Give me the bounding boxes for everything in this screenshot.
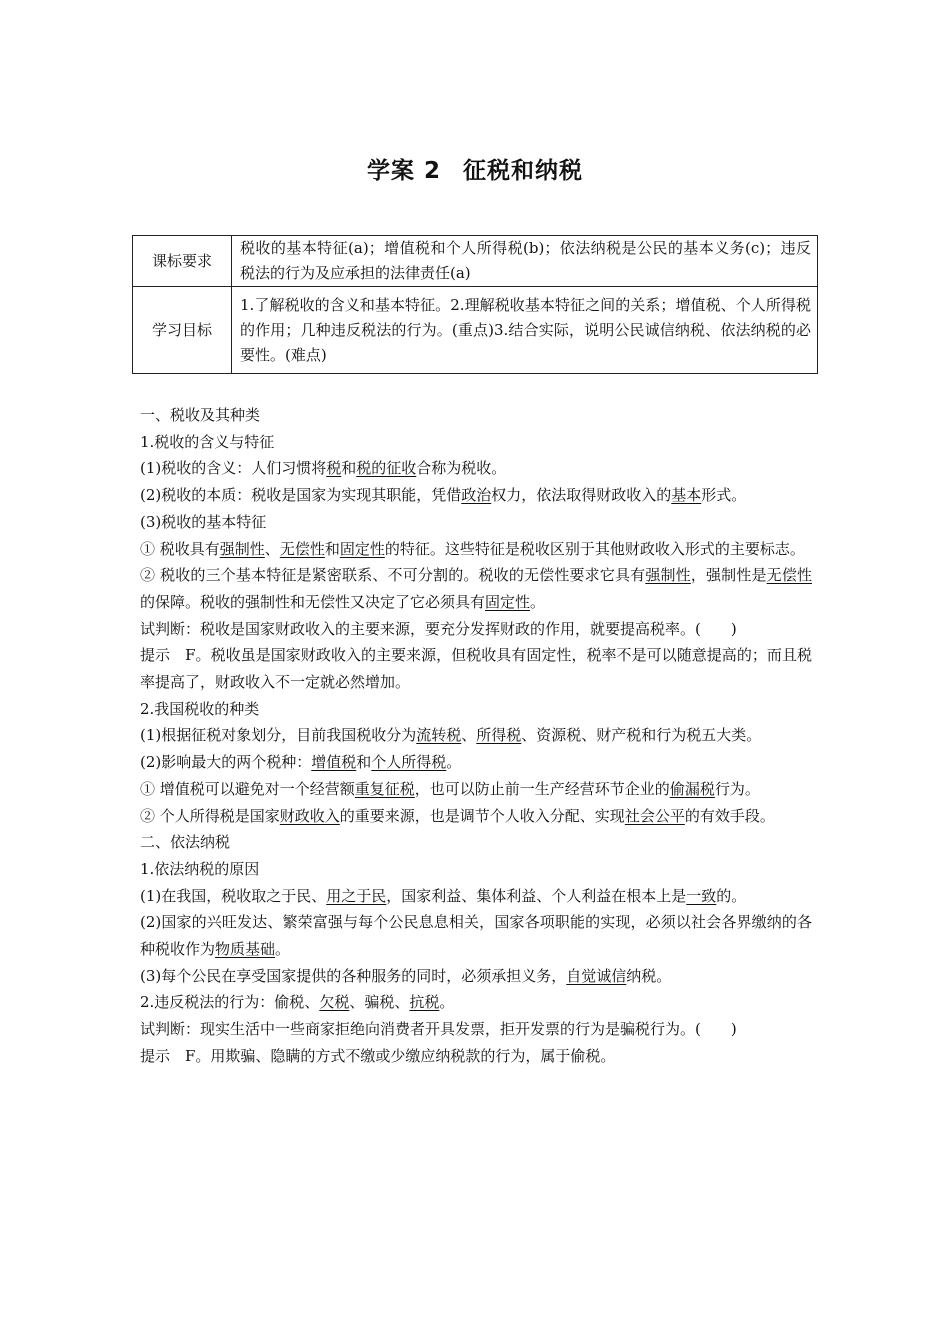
table-row — [133, 236, 818, 287]
answer-blank: 欠税 — [319, 993, 350, 1012]
answer-blank: 固定性 — [339, 539, 385, 558]
judgment-question: 试判断：税收是国家财政收入的主要来源，要充分发挥财政的作用，就要提高税率。( ) — [140, 619, 737, 638]
answer-blank: 社会公平 — [624, 806, 685, 825]
document-body — [140, 402, 812, 1070]
paragraph: ② 个人所得税是国家财政收入的重要来源，也是调节个人收入分配、实现社会公平的有效手段。 — [140, 806, 775, 825]
paragraph: ① 税收具有强制性、无偿性和固定性的特征。这些特征是税收区别于其他财政收入形式的主要标志。 — [140, 539, 805, 558]
paragraph: (2)影响最大的两个税种：增值税和个人所得税。 — [140, 753, 462, 772]
section-heading: 一、税收及其种类 — [140, 406, 261, 424]
table-value: 税收的基本特征(a)；增值税和个人所得税(b)；依法纳税是公民的基本义务(c)；违反税法的行为及应承担的法律责任(a) — [232, 236, 818, 287]
answer-blank: 所得税 — [476, 726, 522, 745]
answer-hint: 提示 F。税收虽是国家财政收入的主要来源，但税收具有固定性，税率不是可以随意提高的；而且税率提高了，财政收入不一定就必然增加。 — [140, 646, 812, 692]
answer-blank: 基本 — [671, 486, 702, 505]
paragraph: (3)每个公民在享受国家提供的各种服务的同时，必须承担义务，自觉诚信纳税。 — [140, 966, 672, 985]
paragraph: ② 税收的三个基本特征是紧密联系、不可分割的。税收的无偿性要求它具有强制性，强制性是无偿性的保障。税收的强制性和无偿性又决定了它必须具有固定性。 — [140, 566, 812, 611]
subsection-heading: 1.依法纳税的原因 — [140, 859, 260, 878]
paragraph: (1)税收的含义：人们习惯将税和税的征收合称为税收。 — [140, 459, 507, 478]
answer-blank: 无偿性 — [766, 566, 812, 585]
paragraph: (1)在我国，税收取之于民、用之于民，国家利益、集体利益、个人利益在根本上是一致的。 — [140, 886, 747, 905]
paragraph: (2)税收的本质：税收是国家为实现其职能，凭借政治权力，依法取得财政收入的基本形式。 — [140, 486, 747, 505]
answer-blank: 固定性 — [485, 592, 531, 611]
table-value: 1.了解税收的含义和基本特征。2.理解税收基本特征之间的关系；增值税、个人所得税的作用；几种违反税法的行为。(重点)3.结合实际，说明公民诚信纳税、依法纳税的必要性。(难点) — [232, 287, 818, 374]
paragraph: (2)国家的兴旺发达、繁荣富强与每个公民息息相关，国家各项职能的实现，必须以社会各界缴纳的各种税收作为物质基础。 — [140, 913, 812, 959]
answer-blank: 增值税 — [311, 753, 357, 772]
subsection-heading: 1.税收的含义与特征 — [140, 432, 275, 451]
answer-blank: 财政收入 — [279, 806, 340, 825]
table-label: 学习目标 — [133, 287, 232, 374]
section-heading: 二、依法纳税 — [140, 833, 231, 852]
answer-blank: 偷漏税 — [669, 779, 715, 798]
paragraph: (3)税收的基本特征 — [140, 512, 267, 531]
answer-blank: 无偿性 — [279, 539, 325, 558]
answer-blank: 强制性 — [645, 566, 691, 585]
answer-blank: 强制性 — [219, 539, 265, 558]
answer-blank: 一致 — [686, 886, 717, 905]
answer-blank: 自觉诚信 — [566, 966, 627, 985]
answer-blank: 税 — [326, 459, 342, 478]
table-row — [133, 287, 818, 374]
table-label: 课标要求 — [133, 236, 232, 287]
subsection-heading: 2.我国税收的种类 — [140, 699, 260, 718]
curriculum-table — [132, 235, 818, 374]
paragraph: 2.违反税法的行为：偷税、欠税、骗税、抗税。 — [140, 993, 455, 1012]
answer-blank: 重复征税 — [354, 779, 415, 798]
answer-blank: 个人所得税 — [371, 753, 447, 772]
answer-blank: 流转税 — [416, 726, 462, 745]
answer-blank: 政治 — [461, 486, 492, 505]
paragraph: (1)根据征税对象划分，目前我国税收分为流转税、所得税、资源税、财产税和行为税五大类。 — [140, 726, 762, 745]
answer-hint: 提示 F。用欺骗、隐瞒的方式不缴或少缴应纳税款的行为，属于偷税。 — [140, 1046, 616, 1065]
paragraph: ① 增值税可以避免对一个经营额重复征税，也可以防止前一生产经营环节企业的偷漏税行为。 — [140, 779, 760, 798]
answer-blank: 税的征收 — [356, 459, 417, 478]
judgment-question: 试判断：现实生活中一些商家拒绝向消费者开具发票，拒开发票的行为是骗税行为。( ) — [140, 1020, 737, 1039]
answer-blank: 抗税 — [409, 993, 440, 1012]
page-title: 学案 2 征税和纳税 — [366, 158, 583, 184]
answer-blank: 用之于民 — [326, 886, 387, 905]
answer-blank: 物质基础 — [215, 940, 276, 959]
